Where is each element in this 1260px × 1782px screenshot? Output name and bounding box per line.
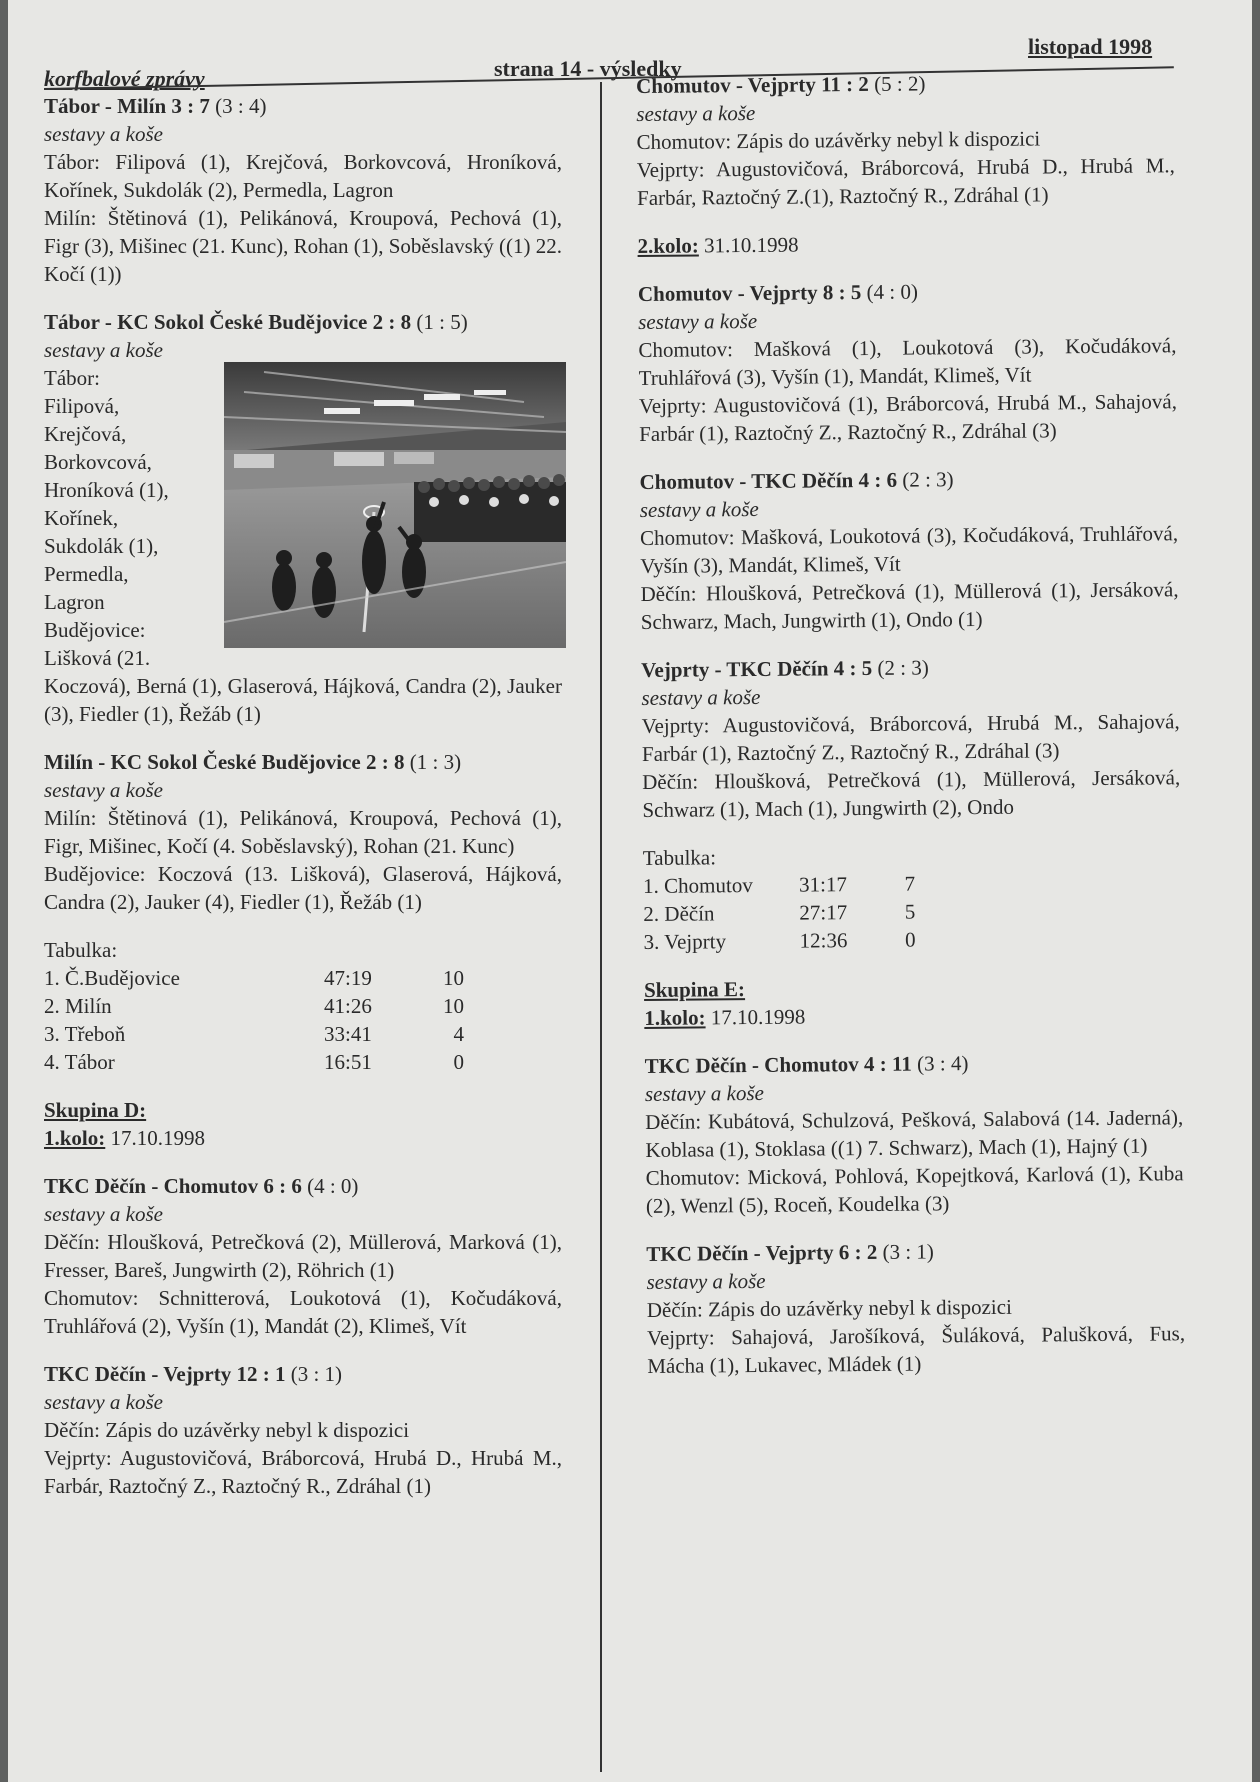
round-line: 1.kolo: 17.10.1998 — [44, 1126, 206, 1150]
match-title: TKC Děčín - Vejprty 12 : 1 (3 : 1) — [44, 1362, 343, 1386]
match-title: TKC Děčín - Vejprty 6 : 2 (3 : 1) — [646, 1239, 934, 1266]
match-subtitle: sestavy a koše — [639, 496, 759, 522]
lineup-text: Koczová), Berná (1), Glaserová, Hájková, Candra (2), Jauker (3), Fiedler (1), Řežáb (1) — [44, 674, 562, 726]
group-heading — [44, 1096, 562, 1152]
match-title: Vejprty - TKC Děčín 4 : 5 (2 : 3) — [641, 655, 929, 682]
table-row: 3. Třeboň 33:41 4 — [44, 1022, 464, 1046]
lineup-text: Vejprty: Augustovičová, Bráborcová, Hrubá M., Sahajová, Farbár (1), Raztočný Z., Raztočný R., Zdráhal (3) — [641, 709, 1180, 766]
match-report — [646, 1235, 1185, 1380]
lineup-text-narrow: Tábor: Filipová, Krejčová, Borkovcová, Hroníková (1), Kořínek, Sukdolák (1), Permedla, Lagron Budějovice: Lišková (21. — [44, 366, 169, 670]
match-report — [44, 1360, 562, 1500]
match-title: Milín - KC Sokol České Budějovice 2 : 8 (1 : 3) — [44, 750, 462, 774]
lineup-text: Vejprty: Augustovičová, Bráborcová, Hrubá D., Hrubá M., Farbár, Raztočný Z., Raztočný R., Zdráhal (1) — [44, 1446, 562, 1498]
match-title: Tábor - Milín 3 : 7 (3 : 4) — [44, 94, 267, 118]
lineup-text: Tábor: Filipová (1), Krejčová, Borkovcová, Hroníková, Kořínek, Sukdolák (2), Permedla, Lagron — [44, 150, 562, 202]
match-subtitle: sestavy a koše — [636, 100, 756, 126]
group-title: Skupina E: — [643, 977, 746, 1002]
column-divider — [600, 82, 602, 1772]
match-subtitle: sestavy a koše — [44, 338, 163, 362]
group-heading — [644, 971, 1182, 1032]
round-line: 1.kolo: 17.10.1998 — [644, 1004, 806, 1030]
standings-title: Tabulka: — [44, 938, 118, 962]
lineup-text: Chomutov: Schnitterová, Loukotová (1), Kočudáková, Truhlářová (2), Vyšín (1), Mandát (2), Klimeš, Vít — [44, 1286, 562, 1338]
table-row: 3. Vejprty 12:36 0 — [643, 927, 916, 954]
match-subtitle: sestavy a koše — [44, 1390, 163, 1414]
left-column — [44, 92, 562, 1520]
lineup-text: Vejprty: Augustovičová (1), Bráborcová, Hrubá M., Sahajová, Farbár (1), Raztočný Z., Raztočný R., Zdráhal (3) — [638, 389, 1177, 446]
match-title: Chomutov - Vejprty 8 : 5 (4 : 0) — [637, 279, 919, 306]
match-title: Chomutov - TKC Děčín 4 : 6 (2 : 3) — [639, 467, 954, 494]
korfball-photo — [224, 362, 566, 648]
lineup-text: Vejprty: Augustovičová, Bráborcová, Hrubá D., Hrubá M., Farbár, Raztočný Z.(1), Raztočný R., Zdráhal (1) — [636, 153, 1175, 210]
standings-table — [643, 839, 1182, 956]
standings-title: Tabulka: — [642, 845, 717, 870]
newspaper-page — [8, 0, 1252, 1782]
match-title: Chomutov - Vejprty 11 : 2 (5 : 2) — [636, 71, 926, 98]
match-report — [645, 1047, 1184, 1220]
right-column — [636, 67, 1186, 1400]
match-subtitle: sestavy a koše — [638, 308, 758, 334]
lineup-text: Děčín: Hloušková, Petrečková (1), Müllerová, Jersáková, Schwarz (1), Mach (1), Jungwirth (2), Ondo — [642, 765, 1181, 822]
lineup-text: Děčín: Hloušková, Petrečková (2), Müllerová, Marková (1), Fresser, Bareš, Jungwirth (2), Röhrich (1) — [44, 1230, 562, 1282]
lineup-text: Děčín: Zápis do uzávěrky nebyl k dispozici — [44, 1418, 410, 1442]
match-title: TKC Děčín - Chomutov 4 : 11 (3 : 4) — [644, 1051, 969, 1078]
group-title: Skupina D: — [44, 1098, 147, 1122]
table-row: 2. Děčín 27:17 5 — [643, 899, 916, 926]
lineup-text: Budějovice: Koczová (13. Lišková), Glaserová, Hájková, Candra (2), Jauker (4), Fiedler (1), Řežáb (1) — [44, 862, 562, 914]
lineup-text: Milín: Štětinová (1), Pelikánová, Kroupová, Pechová (1), Figr (3), Mišinec (21. Kunc), Rohan (1), Soběslavský ((1) 22. Kočí (1)) — [44, 206, 562, 286]
table-row: 4. Tábor 16:51 0 — [44, 1050, 464, 1074]
header-publication: korfbalové zprávy — [44, 66, 205, 91]
header-date: listopad 1998 — [1028, 34, 1153, 59]
match-report — [641, 651, 1180, 824]
match-subtitle: sestavy a koše — [44, 122, 163, 146]
round-heading — [637, 227, 1175, 260]
match-report — [44, 748, 562, 916]
header-page-number: strana 14 - výsledky — [494, 56, 682, 81]
standings-table — [44, 936, 562, 1076]
lineup-text: Chomutov: Micková, Pohlová, Kopejtková, Karlová (1), Kuba (2), Wenzl (5), Roceň, Koudelka (3) — [645, 1161, 1184, 1218]
lineup-text: Milín: Štětinová (1), Pelikánová, Kroupová, Pechová (1), Figr, Mišinec, Kočí (4. Soběslavský), Rohan (21. Kunc) — [44, 806, 562, 858]
match-title: TKC Děčín - Chomutov 6 : 6 (4 : 0) — [44, 1174, 359, 1198]
table-row: 1. Chomutov 31:17 7 — [642, 871, 916, 898]
match-report — [636, 67, 1175, 212]
lineup-text: Chomutov: Mašková, Loukotová (3), Kočudáková, Truhlářová, Vyšín (3), Mandát, Klimeš, Vít — [639, 521, 1179, 578]
match-report — [44, 308, 562, 728]
match-subtitle: sestavy a koše — [44, 778, 163, 802]
lineup-text: Chomutov: Zápis do uzávěrky nebyl k dispozici — [636, 126, 1041, 154]
lineup-text: Chomutov: Mašková (1), Loukotová (3), Kočudáková, Truhlářová (3), Vyšín (1), Mandát, Klimeš, Vít — [638, 333, 1177, 390]
table-row: 2. Milín 41:26 10 — [44, 994, 464, 1018]
match-report — [44, 1172, 562, 1340]
match-subtitle: sestavy a koše — [641, 684, 761, 710]
match-subtitle: sestavy a koše — [44, 1202, 163, 1226]
lineup-text: Vejprty: Sahajová, Jarošíková, Šuláková, Palušková, Fus, Mácha (1), Lukavec, Mládek (1) — [646, 1321, 1186, 1378]
lineup-text: Děčín: Zápis do uzávěrky nebyl k dispozici — [646, 1294, 1012, 1322]
match-report — [639, 463, 1178, 636]
match-subtitle: sestavy a koše — [644, 1080, 764, 1106]
match-subtitle: sestavy a koše — [646, 1268, 766, 1294]
round-line: 2.kolo: 31.10.1998 — [637, 232, 799, 258]
match-title: Tábor - KC Sokol České Budějovice 2 : 8 (1 : 5) — [44, 310, 468, 334]
table-row: 1. Č.Budějovice 47:19 10 — [44, 966, 464, 990]
match-report — [44, 92, 562, 288]
lineup-text: Děčín: Hloušková, Petrečková (1), Müllerová (1), Jersáková, Schwarz, Mach, Jungwirth (1), Ondo (1) — [640, 577, 1179, 634]
lineup-text: Děčín: Kubátová, Schulzová, Pešková, Salabová (14. Jaderná), Koblasa (1), Stoklasa ((1) 7. Schwarz), Mach (1), Hajný (1) — [645, 1105, 1184, 1162]
photo-wrap — [44, 364, 562, 672]
match-report — [638, 275, 1177, 448]
